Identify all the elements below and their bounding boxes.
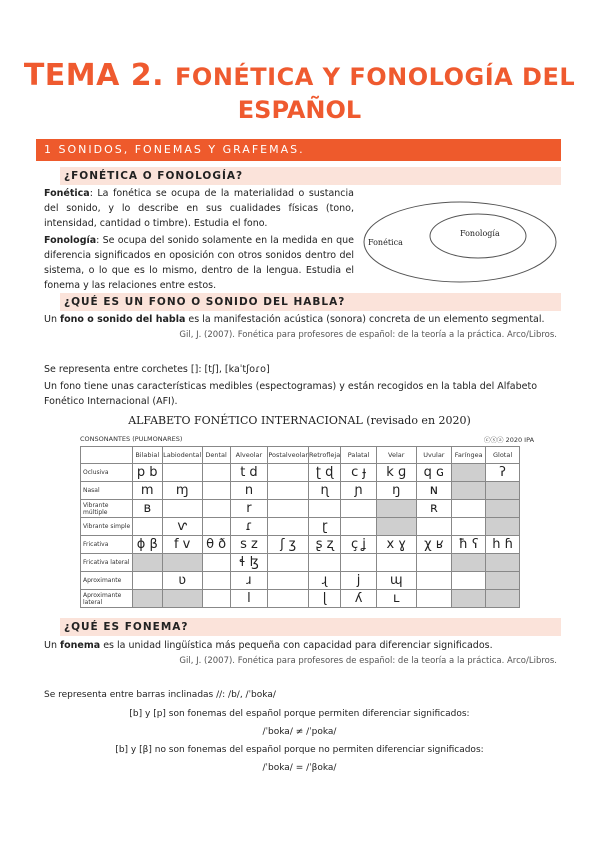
ipa-cell	[268, 518, 309, 536]
ipa-row-fricativa	[81, 536, 520, 554]
ipa-row-aproximante-lateral	[81, 590, 520, 608]
ipa-cell: ʔ	[486, 464, 520, 482]
fonetica-text: : La fonética se ocupa de la materialidad o sustancia del sonido, y lo describe en sus cualidades físicas (tono, intensidad, cantidad o timbre). Estudia el fono.	[44, 188, 354, 229]
ipa-row-label: Vibrante múltiple	[81, 500, 133, 518]
ipa-cell: c ɟ	[341, 464, 377, 482]
ipa-cell: ɽ	[309, 518, 341, 536]
ipa-cell: ɬ ɮ	[230, 554, 268, 572]
fonologia-term: Fonología	[44, 235, 97, 246]
ipa-col-header	[81, 447, 133, 464]
ipa-cell	[486, 554, 520, 572]
fonema-example2-formula: /ˈboka/ = /ˈβoka/	[262, 763, 337, 773]
ipa-cell	[416, 590, 452, 608]
ipa-cell: p b	[132, 464, 162, 482]
ipa-cell	[132, 554, 162, 572]
ipa-col-header: Palatal	[341, 447, 377, 464]
ipa-cell	[376, 500, 416, 518]
ipa-row-oclusiva	[81, 464, 520, 482]
fono-text: es la manifestación acústica (sonora) concreta de un elemento segmental.	[185, 314, 545, 325]
fonema-definition	[44, 638, 564, 653]
ipa-cell: ʟ	[376, 590, 416, 608]
ipa-title: ALFABETO FONÉTICO INTERNACIONAL (revisado en 2020)	[128, 414, 471, 427]
ipa-cell	[202, 572, 230, 590]
ipa-row-label: Vibrante simple	[81, 518, 133, 536]
ipa-cell	[341, 500, 377, 518]
ipa-row-aproximante	[81, 572, 520, 590]
ipa-col-header: Velar	[376, 447, 416, 464]
ipa-cell	[268, 464, 309, 482]
ipa-copyright: ⓒⓢⓐ 2020 IPA	[484, 436, 535, 444]
ipa-cell: n	[230, 482, 268, 500]
ipa-cell: ç ʝ	[341, 536, 377, 554]
ipa-cell	[452, 482, 486, 500]
ipa-cell	[341, 554, 377, 572]
ipa-row-nasal	[81, 482, 520, 500]
ipa-cell	[202, 518, 230, 536]
ipa-cell: ħ ʕ	[452, 536, 486, 554]
ipa-cell: θ ð	[202, 536, 230, 554]
fono-afi-text: Un fono tiene unas características medibles (espectogramas) y están recogidos en la tabla del Alfabeto Fonético Internacional (AFI).	[44, 381, 538, 407]
ipa-cell	[132, 572, 162, 590]
fono-definition	[44, 312, 564, 327]
fonema-example2: [b] y [β] no son fonemas del español porque no permiten diferenciar significados:	[115, 745, 484, 755]
ipa-cell: ɭ	[309, 590, 341, 608]
ipa-row-fricativa-lateral	[81, 554, 520, 572]
ipa-cell: ɴ	[416, 482, 452, 500]
ipa-cell: ⱱ	[162, 518, 202, 536]
ipa-header-row	[81, 447, 520, 464]
ipa-cell: x ɣ	[376, 536, 416, 554]
fono-citation: Gil, J. (2007). Fonética para profesores de español: de la teoría a la práctica. Arco/Libros.	[179, 330, 557, 340]
diagram-outer-label: Fonética	[368, 238, 403, 247]
ipa-row-label: Aproximante	[81, 572, 133, 590]
ipa-cell	[416, 554, 452, 572]
ipa-cell	[162, 590, 202, 608]
ipa-cell	[452, 518, 486, 536]
ipa-cell	[486, 590, 520, 608]
fonetica-definition	[44, 186, 354, 231]
ipa-col-header: Faríngea	[452, 447, 486, 464]
ipa-cell	[202, 482, 230, 500]
diagram-inner-label: Fonología	[460, 229, 500, 238]
ipa-cell	[268, 554, 309, 572]
ipa-cell	[202, 590, 230, 608]
ipa-cell	[309, 500, 341, 518]
ipa-cell	[452, 590, 486, 608]
subheading-fonetica-fonologia: ¿FONÉTICA O FONOLOGÍA?	[60, 167, 561, 185]
fonema-text: es la unidad lingüística más pequeña con capacidad para diferenciar significados.	[100, 640, 493, 651]
ipa-cell: ɳ	[309, 482, 341, 500]
ipa-cell	[376, 554, 416, 572]
ipa-cell	[202, 464, 230, 482]
ipa-col-header: Alveolar	[230, 447, 268, 464]
ipa-cell	[486, 482, 520, 500]
page-title	[0, 58, 599, 93]
ipa-col-header: Labiodental	[162, 447, 202, 464]
ipa-cell	[268, 590, 309, 608]
fonetica-fonologia-diagram	[360, 196, 560, 288]
ipa-cell: t d	[230, 464, 268, 482]
section-heading: 1 SONIDOS, FONEMAS Y GRAFEMAS.	[36, 139, 561, 161]
ipa-cell: ʃ ʒ	[268, 536, 309, 554]
ipa-cell: ɻ	[309, 572, 341, 590]
ipa-cell	[162, 554, 202, 572]
ipa-cell: ɹ	[230, 572, 268, 590]
ipa-cell	[341, 518, 377, 536]
fonema-representation: Se representa entre barras inclinadas //: /b/, /ˈboka/	[44, 690, 276, 700]
ipa-cell: ɲ	[341, 482, 377, 500]
ipa-cell: k ɡ	[376, 464, 416, 482]
fonema-example1-formula: /ˈboka/ ≠ /ˈpoka/	[262, 727, 337, 737]
ipa-col-header: Retrofleja	[309, 447, 341, 464]
fonema-pre: Un	[44, 640, 60, 651]
ipa-cell: j	[341, 572, 377, 590]
subheading-fono: ¿QUÉ ES UN FONO O SONIDO DEL HABLA?	[60, 293, 561, 311]
ipa-cell	[309, 554, 341, 572]
ipa-cell: ɰ	[376, 572, 416, 590]
ipa-cell	[452, 500, 486, 518]
ipa-cell: s z	[230, 536, 268, 554]
fonema-example1: [b] y [p] son fonemas del español porque permiten diferenciar significados:	[129, 709, 470, 719]
ipa-col-header: Uvular	[416, 447, 452, 464]
ipa-row-label: Fricativa lateral	[81, 554, 133, 572]
ipa-cell	[132, 518, 162, 536]
ipa-row-label: Oclusiva	[81, 464, 133, 482]
ipa-cell	[202, 500, 230, 518]
fonetica-term: Fonética	[44, 188, 90, 199]
fonologia-text: : Se ocupa del sonido solamente en la medida en que diferencia significados en oposición con otros sonidos dentro del sistema, o lo que es lo mismo, dentro de la lengua. Estudia el fonema y las relaciones entre estos.	[44, 235, 354, 291]
ipa-cell: ʂ ʐ	[309, 536, 341, 554]
ipa-row-label: Fricativa	[81, 536, 133, 554]
ipa-table	[80, 446, 520, 608]
subheading-fonema: ¿QUÉ ES FONEMA?	[60, 618, 561, 636]
ipa-cell: ɱ	[162, 482, 202, 500]
ipa-col-header: Dental	[202, 447, 230, 464]
title-text: FONÉTICA Y FONOLOGÍA DEL	[175, 63, 576, 91]
ipa-col-header: Postalveolar	[268, 447, 309, 464]
ipa-cell: χ ʁ	[416, 536, 452, 554]
ipa-cell	[376, 518, 416, 536]
ipa-cell: f v	[162, 536, 202, 554]
ipa-cell: ɾ	[230, 518, 268, 536]
ipa-row-label: Aproximante lateral	[81, 590, 133, 608]
ipa-cell	[268, 500, 309, 518]
ipa-cell: q ɢ	[416, 464, 452, 482]
ipa-row-vibrante-simple	[81, 518, 520, 536]
ipa-cell	[452, 464, 486, 482]
ipa-cell	[486, 572, 520, 590]
ipa-cell: ŋ	[376, 482, 416, 500]
ipa-cell	[452, 572, 486, 590]
ipa-cell	[486, 500, 520, 518]
ipa-cell	[268, 572, 309, 590]
ipa-cell: ʈ ɖ	[309, 464, 341, 482]
fono-pre: Un	[44, 314, 60, 325]
ipa-col-header: Glotal	[486, 447, 520, 464]
ipa-cell	[416, 518, 452, 536]
ipa-cell: l	[230, 590, 268, 608]
ipa-row-label: Nasal	[81, 482, 133, 500]
ipa-cell	[452, 554, 486, 572]
ipa-cell: ʎ	[341, 590, 377, 608]
ipa-cell: r	[230, 500, 268, 518]
ipa-cell	[268, 482, 309, 500]
fono-representation: Se representa entre corchetes []: [tʃ], [kaˈtʃoɾo]	[44, 364, 270, 375]
ipa-cell	[202, 554, 230, 572]
ipa-cell: ʀ	[416, 500, 452, 518]
ipa-cell: ɸ β	[132, 536, 162, 554]
page-title-line2: ESPAÑOL	[237, 96, 362, 124]
ipa-col-header: Bilabial	[132, 447, 162, 464]
fonologia-definition	[44, 233, 354, 293]
title-number: TEMA 2.	[23, 58, 165, 93]
ipa-cell	[416, 572, 452, 590]
ipa-cell	[132, 590, 162, 608]
ipa-cell	[162, 464, 202, 482]
ipa-cell: h ɦ	[486, 536, 520, 554]
ipa-cell: ʙ	[132, 500, 162, 518]
ipa-cell	[162, 500, 202, 518]
ipa-cell	[486, 518, 520, 536]
fonema-citation: Gil, J. (2007). Fonética para profesores de español: de la teoría a la práctica. Arco/Libros.	[179, 656, 557, 666]
ipa-cell: ʋ	[162, 572, 202, 590]
ipa-cell: m	[132, 482, 162, 500]
fono-term: fono o sonido del habla	[60, 314, 186, 325]
fonema-term: fonema	[60, 640, 101, 651]
ipa-row-vibrante-multiple	[81, 500, 520, 518]
ipa-subtitle: CONSONANTES (PULMONARES)	[80, 435, 183, 443]
